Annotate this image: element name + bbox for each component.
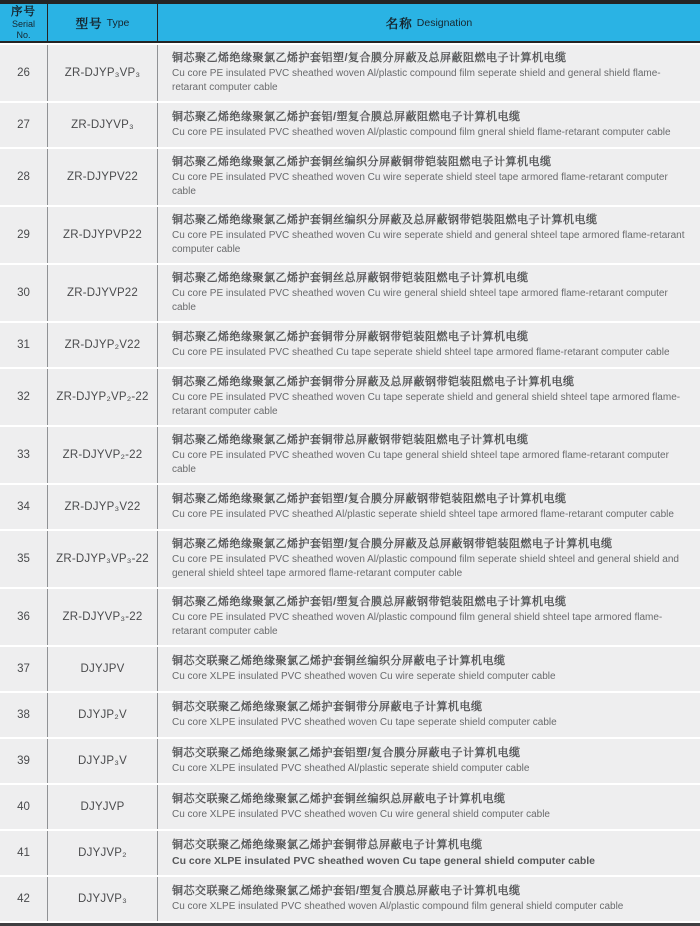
designation-zh: 铜芯聚乙烯绝缘聚氯乙烯护套铜带分屏蔽钢带铠装阻燃电子计算机电缆 <box>172 331 529 343</box>
serial-no: 39 <box>17 755 30 767</box>
serial-cell <box>0 265 48 321</box>
designation-cell <box>158 369 700 425</box>
type-cell <box>48 647 158 691</box>
type-cell <box>48 877 158 921</box>
designation-cell <box>158 589 700 645</box>
serial-no: 26 <box>17 67 30 79</box>
type-code: DJYJP₃V <box>78 755 127 767</box>
type-cell <box>48 739 158 783</box>
type-cell <box>48 427 158 483</box>
serial-cell <box>0 207 48 263</box>
table-row <box>0 207 700 263</box>
serial-no: 27 <box>17 119 30 131</box>
header-type-en: Type <box>106 16 130 29</box>
table-row <box>0 103 700 147</box>
serial-cell <box>0 103 48 147</box>
designation-en: Cu core XLPE insulated PVC sheathed woven Cu wire seperate shield computer cable <box>172 671 556 682</box>
serial-cell <box>0 831 48 875</box>
table-row <box>0 427 700 483</box>
type-cell <box>48 323 158 367</box>
designation-cell <box>158 647 700 691</box>
designation-en: Cu core PE insulated PVC sheathed woven Cu wire seperate shield steel tape armored flame-retarant computer cable <box>172 172 668 197</box>
designation-zh: 铜芯交联聚乙烯绝缘聚氯乙烯护套铝塑/复合膜分屏蔽电子计算机电缆 <box>172 747 521 759</box>
type-code: DJYJPV <box>80 663 125 675</box>
designation-en: Cu core PE insulated PVC sheathed woven Cu tape general shield shteel tape armored flame-retarant computer cable <box>172 450 669 475</box>
serial-no: 35 <box>17 553 30 565</box>
serial-no: 28 <box>17 171 30 183</box>
type-cell <box>48 207 158 263</box>
type-code: ZR-DJYVP₃-22 <box>62 611 143 623</box>
designation-zh: 铜芯聚乙烯绝缘聚氯乙烯护套铝塑/复合膜分屏蔽及总屏蔽钢带铠装阻燃电子计算机电缆 <box>172 538 613 550</box>
type-cell <box>48 369 158 425</box>
designation-zh: 铜芯聚乙烯绝缘聚氯乙烯护套铝塑/复合膜分屏蔽及总屏蔽阻燃电子计算机电缆 <box>172 52 567 64</box>
header-type-zh: 型号 <box>75 16 103 31</box>
serial-cell <box>0 485 48 529</box>
type-cell <box>48 589 158 645</box>
type-cell <box>48 45 158 101</box>
type-code: ZR-DJYP₂VP₂-22 <box>56 391 149 403</box>
serial-cell <box>0 693 48 737</box>
table-row <box>0 369 700 425</box>
serial-cell <box>0 45 48 101</box>
designation-cell <box>158 103 700 147</box>
type-code: ZR-DJYP₃VP₃-22 <box>56 553 149 565</box>
serial-cell <box>0 589 48 645</box>
designation-zh: 铜芯聚乙烯绝缘聚氯乙烯护套铝/塑复合膜总屏蔽阻燃电子计算机电缆 <box>172 111 521 123</box>
serial-cell <box>0 149 48 205</box>
designation-en: Cu core PE insulated PVC sheathed Cu tape seperate shield shteel tape armored flame-retarant computer cable <box>172 347 670 358</box>
serial-no: 40 <box>17 801 30 813</box>
type-code: DJYJVP <box>80 801 125 813</box>
header-serial-zh: 序号 <box>11 5 36 18</box>
table-row <box>0 589 700 645</box>
table-row <box>0 485 700 529</box>
designation-cell <box>158 531 700 587</box>
type-cell <box>48 531 158 587</box>
table-row <box>0 693 700 737</box>
designation-zh: 铜芯交联聚乙烯绝缘聚氯乙烯护套铜丝编织分屏蔽电子计算机电缆 <box>172 655 506 667</box>
designation-en: Cu core XLPE insulated PVC sheathed woven Al/plastic compound film general shield computer cable <box>172 901 624 912</box>
serial-no: 34 <box>17 501 30 513</box>
serial-no: 32 <box>17 391 30 403</box>
designation-cell <box>158 45 700 101</box>
type-code: DJYJVP₂ <box>78 847 127 859</box>
designation-zh: 铜芯聚乙烯绝缘聚氯乙烯护套铜带总屏蔽钢带铠装阻燃电子计算机电缆 <box>172 434 529 446</box>
table-row <box>0 531 700 587</box>
designation-en: Cu core PE insulated PVC sheathed woven Cu tape seperate shield and general shield shteel tape armored flame-retarant computer cable <box>172 392 681 417</box>
header-designation-en: Designation <box>416 16 473 29</box>
designation-en: Cu core XLPE insulated PVC sheathed Al/plastic seperate shield computer cable <box>172 763 530 774</box>
type-code: DJYJVP₃ <box>78 893 127 905</box>
designation-zh: 铜芯聚乙烯绝缘聚氯乙烯护套铜带分屏蔽及总屏蔽钢带铠装阻燃电子计算机电缆 <box>172 376 575 388</box>
type-cell <box>48 265 158 321</box>
designation-en: Cu core PE insulated PVC sheathed woven Al/plastic compound film general shield shteel tape armored flame-retarant computer cable <box>172 612 663 637</box>
designation-en: Cu core XLPE insulated PVC sheathed woven Cu tape seperate shield computer cable <box>172 717 557 728</box>
type-code: ZR-DJYP₂V22 <box>64 339 141 351</box>
table-row <box>0 149 700 205</box>
designation-cell <box>158 265 700 321</box>
table-row <box>0 647 700 691</box>
designation-zh: 铜芯聚乙烯绝缘聚氯乙烯护套铜丝总屏蔽钢带铠装阻燃电子计算机电缆 <box>172 272 529 284</box>
serial-no: 37 <box>17 663 30 675</box>
designation-zh: 铜芯交联聚乙烯绝缘聚氯乙烯护套铜丝编织总屏蔽电子计算机电缆 <box>172 793 506 805</box>
serial-cell <box>0 877 48 921</box>
type-code: ZR-DJYVP₃ <box>71 119 134 131</box>
designation-cell <box>158 693 700 737</box>
type-code: ZR-DJYPVP22 <box>63 229 142 241</box>
type-cell <box>48 103 158 147</box>
table-row <box>0 831 700 875</box>
designation-cell <box>158 427 700 483</box>
serial-cell <box>0 323 48 367</box>
serial-cell <box>0 369 48 425</box>
table-row <box>0 785 700 829</box>
header-serial-no <box>0 4 48 41</box>
serial-no: 38 <box>17 709 30 721</box>
designation-en: Cu core XLPE insulated PVC sheathed woven Cu wire general shield computer cable <box>172 809 550 820</box>
header-designation <box>158 4 700 41</box>
table-row <box>0 45 700 101</box>
serial-no: 41 <box>17 847 30 859</box>
type-cell <box>48 831 158 875</box>
designation-zh: 铜芯聚乙烯绝缘聚氯乙烯护套铝/塑复合膜总屏蔽钢带铠装阻燃电子计算机电缆 <box>172 596 567 608</box>
table-header <box>0 4 700 43</box>
header-serial-en1: Serial <box>11 19 35 30</box>
designation-cell <box>158 831 700 875</box>
serial-no: 36 <box>17 611 30 623</box>
type-cell <box>48 485 158 529</box>
type-code: ZR-DJYVP22 <box>66 287 139 299</box>
designation-cell <box>158 485 700 529</box>
serial-cell <box>0 647 48 691</box>
header-type <box>48 4 158 41</box>
type-code: DJYJP₂V <box>78 709 127 721</box>
type-cell <box>48 785 158 829</box>
designation-cell <box>158 207 700 263</box>
designation-cell <box>158 877 700 921</box>
serial-no: 31 <box>17 339 30 351</box>
designation-zh: 铜芯聚乙烯绝缘聚氯乙烯护套铜丝编织分屏蔽及总屏蔽钢带铠裝阻燃电子计算机电缆 <box>172 214 598 226</box>
designation-cell <box>158 739 700 783</box>
table-row <box>0 265 700 321</box>
type-code: ZR-DJYVP₂-22 <box>62 449 143 461</box>
table-row <box>0 877 700 921</box>
serial-cell <box>0 427 48 483</box>
type-code: ZR-DJYP₃VP₃ <box>64 67 141 79</box>
table-row <box>0 739 700 783</box>
serial-cell <box>0 739 48 783</box>
type-code: ZR-DJYPV22 <box>66 171 139 183</box>
table-body <box>0 45 700 921</box>
designation-zh: 铜芯交联聚乙烯绝缘聚氯乙烯护套铝/塑复合膜总屏蔽电子计算机电缆 <box>172 885 521 897</box>
designation-zh: 铜芯交联聚乙烯绝缘聚氯乙烯护套铜带总屏蔽电子计算机电缆 <box>172 839 483 851</box>
designation-en: Cu core XLPE insulated PVC sheathed woven Cu tape general shield computer cable <box>172 855 596 867</box>
designation-zh: 铜芯聚乙烯绝缘聚氯乙烯护套铝塑/复合膜分屏蔽钢带铠装阻燃电子计算机电缆 <box>172 493 567 505</box>
table-row <box>0 323 700 367</box>
serial-cell <box>0 785 48 829</box>
designation-zh: 铜芯聚乙烯绝缘聚氯乙烯护套铜丝编织分屏蔽铜带铠装阻燃电子计算机电缆 <box>172 156 552 168</box>
designation-cell <box>158 323 700 367</box>
designation-cell <box>158 785 700 829</box>
header-serial-en2: No. <box>16 29 31 40</box>
designation-cell <box>158 149 700 205</box>
serial-no: 33 <box>17 449 30 461</box>
serial-no: 30 <box>17 287 30 299</box>
serial-cell <box>0 531 48 587</box>
serial-no: 29 <box>17 229 30 241</box>
type-code: ZR-DJYP₃V22 <box>64 501 141 513</box>
serial-no: 42 <box>17 893 30 905</box>
type-cell <box>48 693 158 737</box>
designation-en: Cu core PE insulated PVC sheathed woven Al/plastic compound film seperate shield and general shield flame-retarant computer cable <box>172 68 661 93</box>
designation-en: Cu core PE insulated PVC sheathed woven Cu wire general shield shteel tape armored flame-retarant computer cable <box>172 288 668 313</box>
designation-en: Cu core PE insulated PVC sheathed woven Al/plastic compound film gneral shield flame-retarant computer cable <box>172 127 671 138</box>
designation-zh: 铜芯交联聚乙烯绝缘聚氯乙烯护套铜带分屏蔽电子计算机电缆 <box>172 701 483 713</box>
designation-en: Cu core PE insulated PVC sheathed woven Cu wire seperate shield and general shteel tape armored flame-retarant computer cable <box>172 230 685 255</box>
designation-en: Cu core PE insulated PVC sheathed Al/plastic seperate shield shteel tape armored flame-retarant computer cable <box>172 509 674 520</box>
header-designation-zh: 名称 <box>385 16 413 31</box>
type-cell <box>48 149 158 205</box>
designation-en: Cu core PE insulated PVC sheathed woven Al/plastic compound film seperate shield shteel and general shield and general shield shteel tape armored flame-retarant computer cable <box>172 554 679 579</box>
